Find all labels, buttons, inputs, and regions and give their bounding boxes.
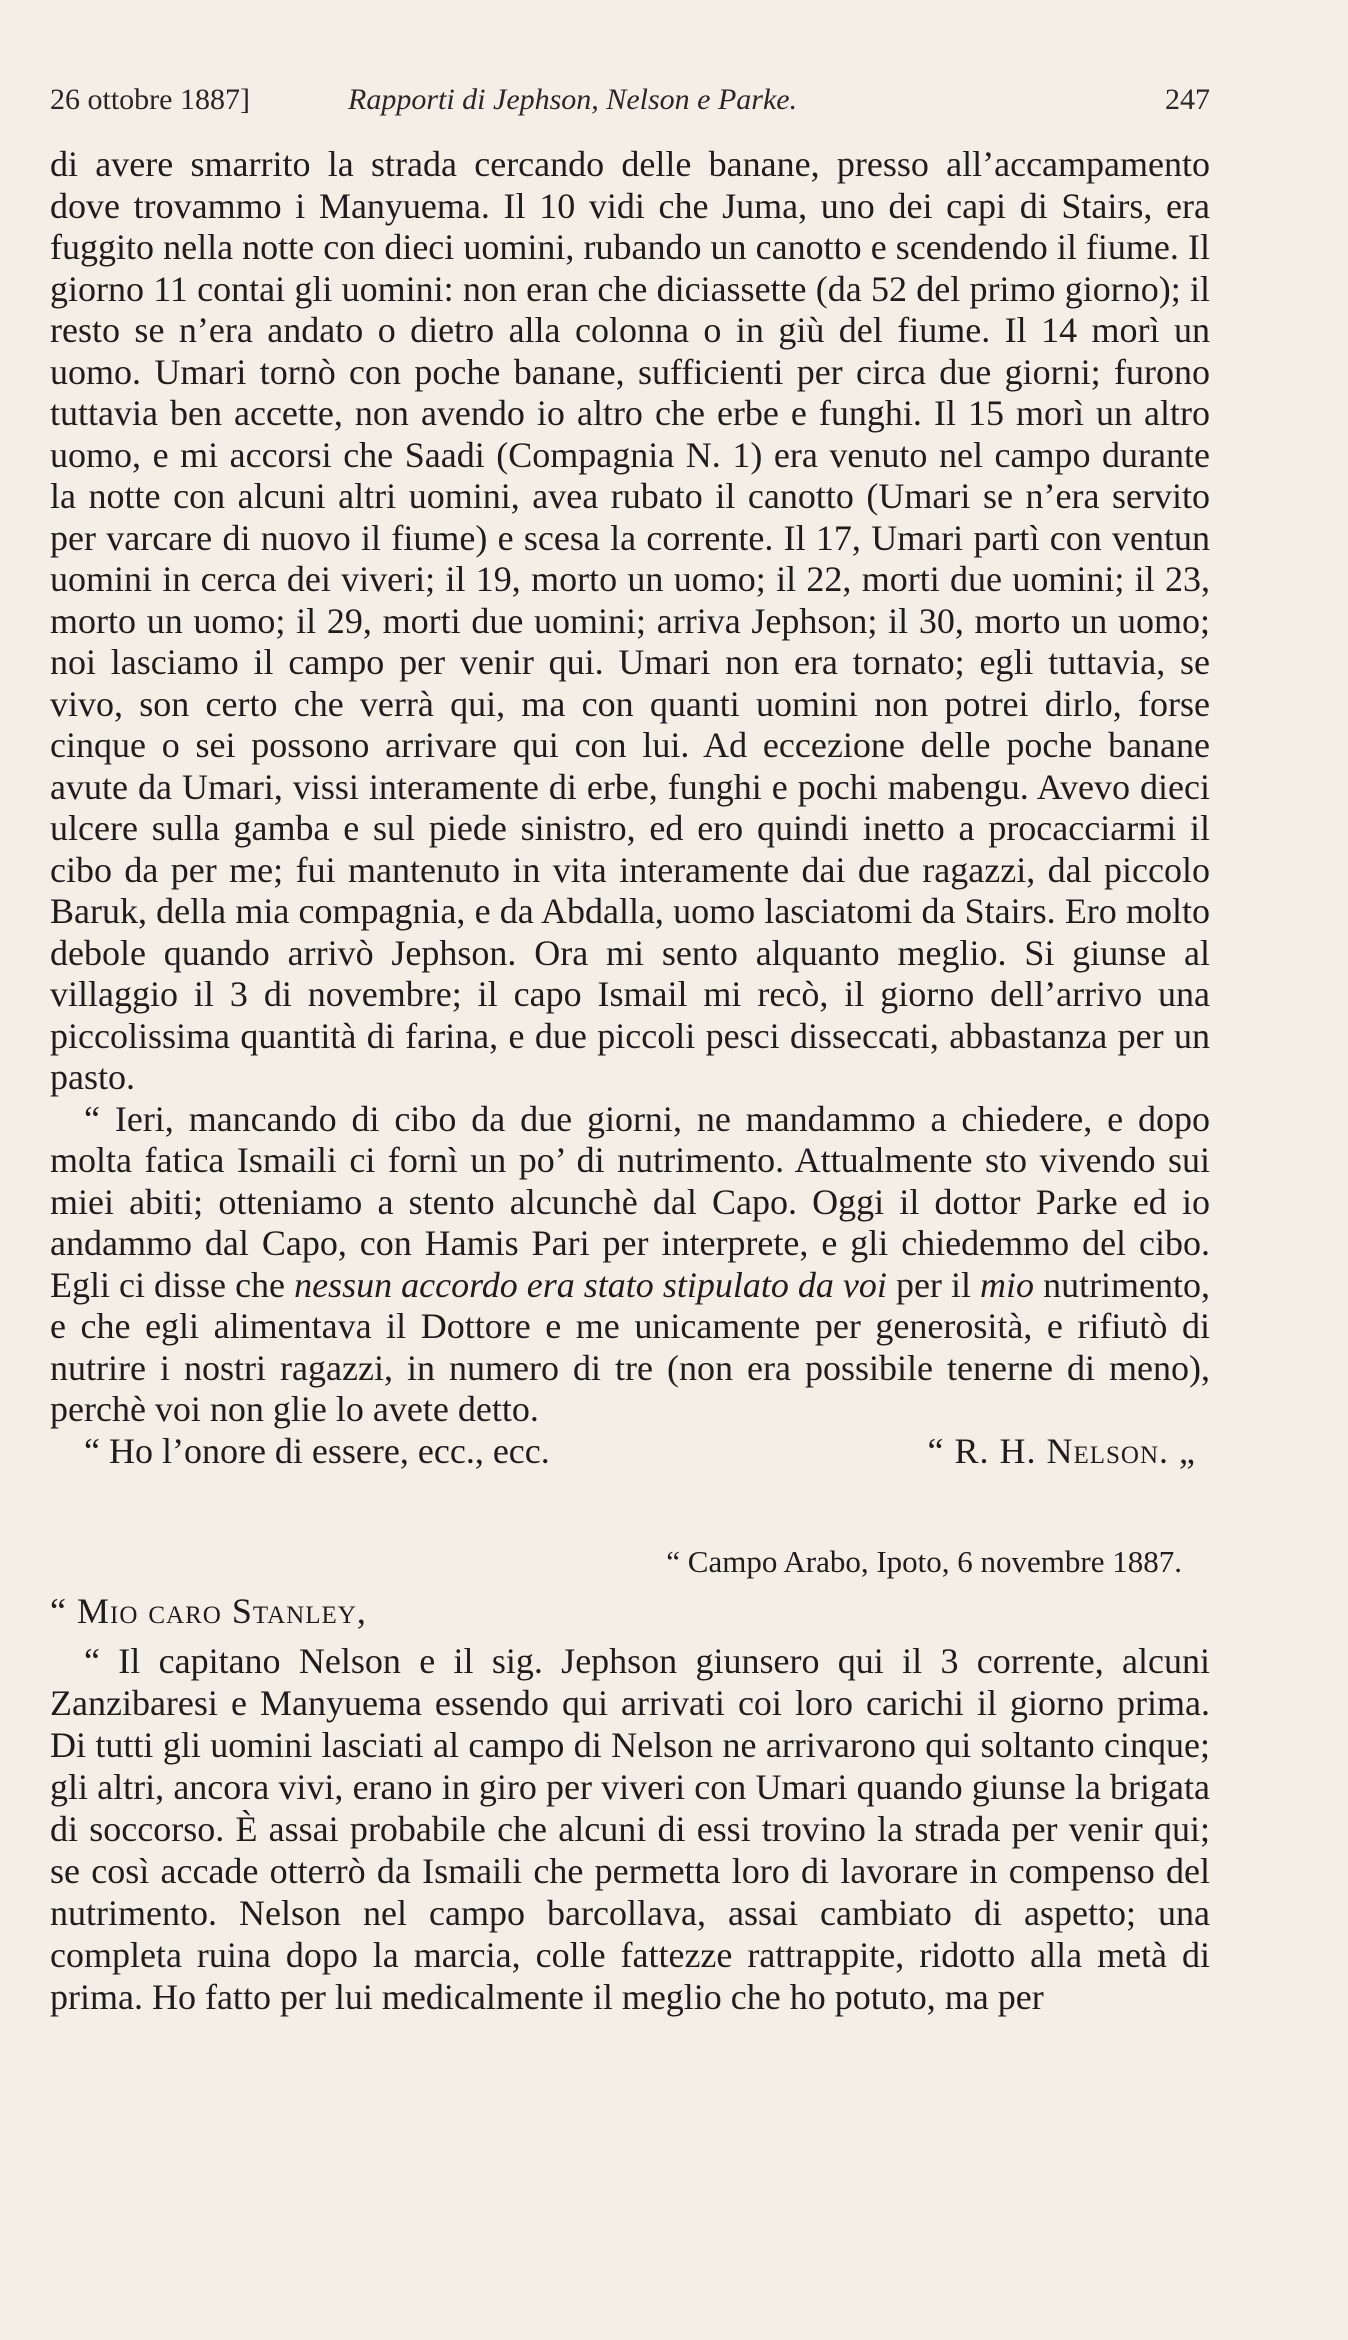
report-paragraph-2 [50, 1099, 1210, 1431]
report-paragraph-1: di avere smarrito la strada cercando delle banane, presso all’accampamento dove trovammo i Manyuema. Il 10 vidi che Juma, uno dei capi di Stairs, era fuggito nella notte con dieci uomini, rubando un canotto e scendendo il fiume. Il giorno 11 contai gli uomini: non eran che diciassette (da 52 del primo giorno); il resto se n’era andato o dietro alla colonna o in giù del fiume. Il 14 morì un uomo. Umari tornò con poche banane, sufficienti per circa due giorni; furono tuttavia ben accette, non avendo io altro che erbe e funghi. Il 15 morì un altro uomo, e mi accorsi che Saadi (Compagnia N. 1) era venuto nel campo durante la notte con alcuni altri uomini, avea rubato il canotto (Umari se n’era servito per varcare di nuovo il fiume) e scesa la corrente. Il 17, Umari partì con ventun uomini in cerca dei viveri; il 19, morto un uomo; il 22, morti due uomini; il 23, morto un uomo; il 29, morti due uomini; arriva Jephson; il 30, morto un uomo; noi lasciamo il campo per venir qui. Umari non era tornato; egli tuttavia, se vivo, son certo che verrà qui, ma con quanti uomini non potrei dirlo, forse cinque o sei possono arrivare qui con lui. Ad eccezione delle poche banane avute da Umari, vissi interamente di erbe, funghi e pochi mabengu. Avevo dieci ulcere sulla gamba e sul piede sinistro, ed ero quindi inetto a procacciarmi il cibo da per me; fui mantenuto in vita interamente dai due ragazzi, dal piccolo Baruk, della mia compagnia, e da Abdalla, uomo lasciatomi da Stairs. Ero molto debole quando arrivò Jephson. Ora mi sento alquanto meglio. Si giunse al villaggio il 3 di novembre; il capo Ismail mi recò, il giorno dell’arrivo una piccolissima quantità di farina, e due piccoli pesci disseccati, abbastanza per un pasto. [50, 144, 1210, 1097]
report-p2-italic-2: mio [980, 1264, 1035, 1305]
signature-nelson: “ R. H. Nelson. „ [927, 1430, 1196, 1471]
closing-formula: “ Ho l’onore di essere, ecc., ecc. [84, 1430, 550, 1471]
letter-salutation: “ Mio caro Stanley, [50, 1590, 367, 1631]
running-header [50, 78, 1210, 122]
closing-row [50, 1431, 1210, 1473]
book-page [50, 78, 1210, 2018]
report-p2-start: “ Ieri, mancando di cibo da due giorni, ne mandammo a chiedere, e dopo molta fatica Ismaili ci fornì un po’ di nutrimento. Attualmente sto vivendo sui miei abiti; otteniamo a stento alcunchè dal Capo. Oggi il dottor Parke ed io andammo dal Capo, con Hamis Pari per interprete, e gli chiedemmo del cibo. Egli ci disse che [50, 1098, 1210, 1305]
page-number: 247 [1165, 83, 1210, 116]
report-p2-mid: per il [895, 1264, 971, 1305]
header-title: Rapporti di Jephson, Nelson e Parke. [348, 83, 798, 116]
letter-paragraph-1: “ Il capitano Nelson e il sig. Jephson giunsero qui il 3 corrente, alcuni Zanzibaresi e Manyuema essendo qui arrivati coi loro carichi il giorno prima. Di tutti gli uomini lasciati al campo di Nelson ne arrivarono qui soltanto cinque; gli altri, ancora vivi, erano in giro per viveri con Umari quando giunse la brigata di soccorso. È assai probabile che alcuni di essi trovino la strada per venir qui; se così accade otterrò da Ismaili che permetta loro di lavorare in compenso del nutrimento. Nelson nel campo barcollava, assai cambiato di aspetto; una completa ruina dopo la marcia, colle fattezze rattrappite, ridotto alla metà di prima. Ho fatto per lui medicalmente il meglio che ho potuto, ma per [50, 1640, 1210, 2017]
nelson-report [50, 144, 1210, 1473]
report-p2-italic-1: nessun accordo era stato stipulato da voi [294, 1264, 887, 1305]
header-date: 26 ottobre 1887] [50, 83, 250, 116]
letter-dateline: “ Campo Arabo, Ipoto, 6 novembre 1887. [666, 1543, 1182, 1579]
report-p2-end: nutrimento, e che egli alimentava il Dottore e me unicamente per generosità, e rifiutò di nutrire i nostri ragazzi, in numero di tre (non era possibile tenerne di meno), perchè voi non glie lo avete detto. [50, 1264, 1211, 1429]
letter-body [50, 1640, 1210, 2018]
